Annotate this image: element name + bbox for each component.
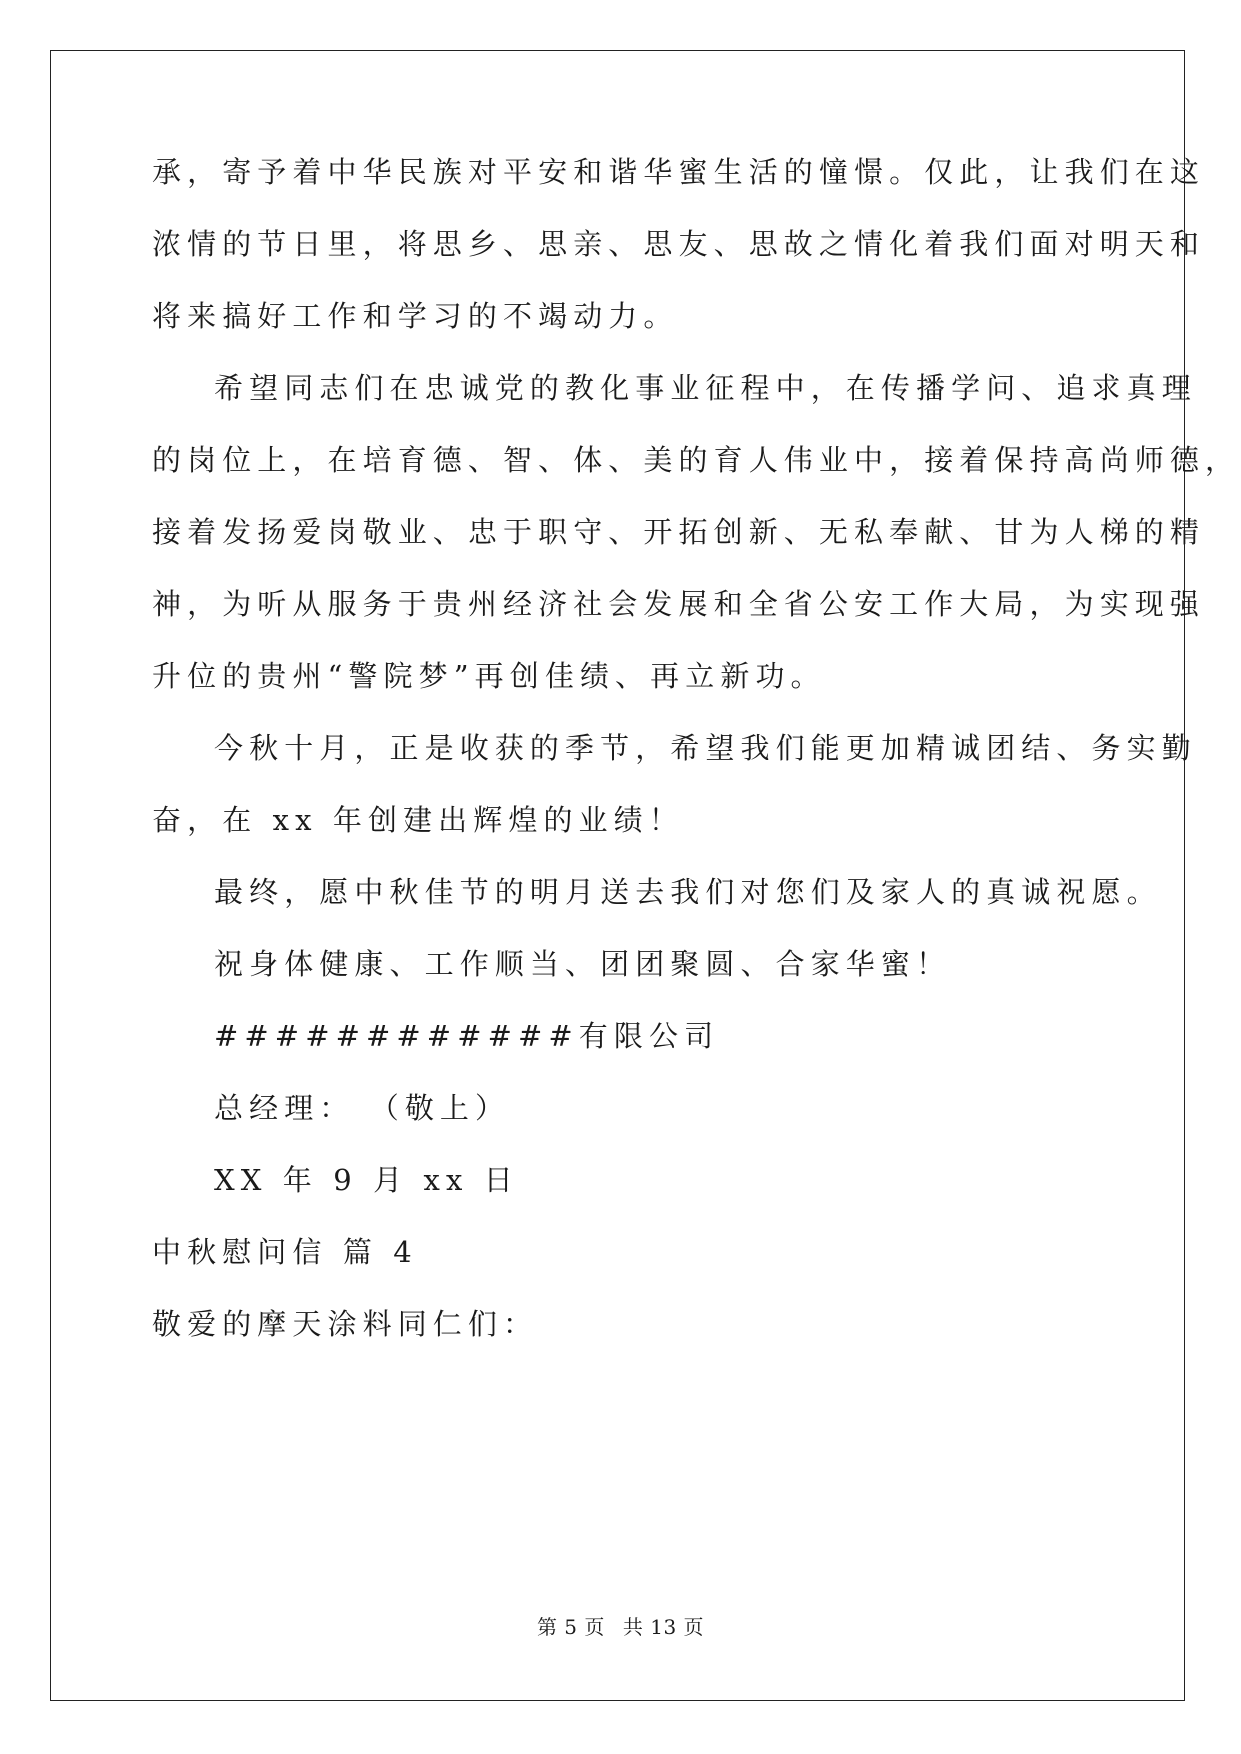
text-line: 今秋十月，正是收获的季节，希望我们能更加精诚团结、务实勤 [214,731,1197,765]
salutation: 敬爱的摩天涂料同仁们： [152,1307,539,1341]
text-line: 的岗位上，在培育德、智、体、美的育人伟业中，接着保持高尚师德， [152,443,1241,477]
date-line: XX 年 9 月 xx 日 [214,1163,519,1197]
text-line: 奋，在 xx 年创建出辉煌的业绩！ [152,803,684,837]
text-line: 将来搞好工作和学习的不竭动力。 [152,299,679,333]
page-total: 共 13 页 [622,1615,705,1639]
text-line: 升位的贵州“警院梦”再创佳绩、再立新功。 [152,659,826,693]
text-line: 祝身体健康、工作顺当、团团聚圆、合家华蜜！ [214,947,952,981]
page-footer [0,1614,1241,1640]
signature-line: 总经理： （敬上） [214,1091,511,1125]
text-line: 承，寄予着中华民族对平安和谐华蜜生活的憧憬。仅此，让我们在这 [152,155,1206,189]
text-line: 浓情的节日里，将思乡、思亲、思友、思故之情化着我们面对明天和 [152,227,1206,261]
text-line: 接着发扬爱岗敬业、忠于职守、开拓创新、无私奉献、甘为人梯的精 [152,515,1206,549]
page-number: 第 5 页 [536,1615,605,1639]
text-line: 神，为听从服务于贵州经济社会发展和全省公安工作大局，为实现强 [152,587,1206,621]
text-line: 最终，愿中秋佳节的明月送去我们对您们及家人的真诚祝愿。 [214,875,1162,909]
company-name: ############有限公司 [214,1019,720,1053]
section-heading: 中秋慰问信 篇 4 [152,1235,418,1269]
text-line: 希望同志们在忠诚党的教化事业征程中，在传播学问、追求真理 [214,371,1197,405]
